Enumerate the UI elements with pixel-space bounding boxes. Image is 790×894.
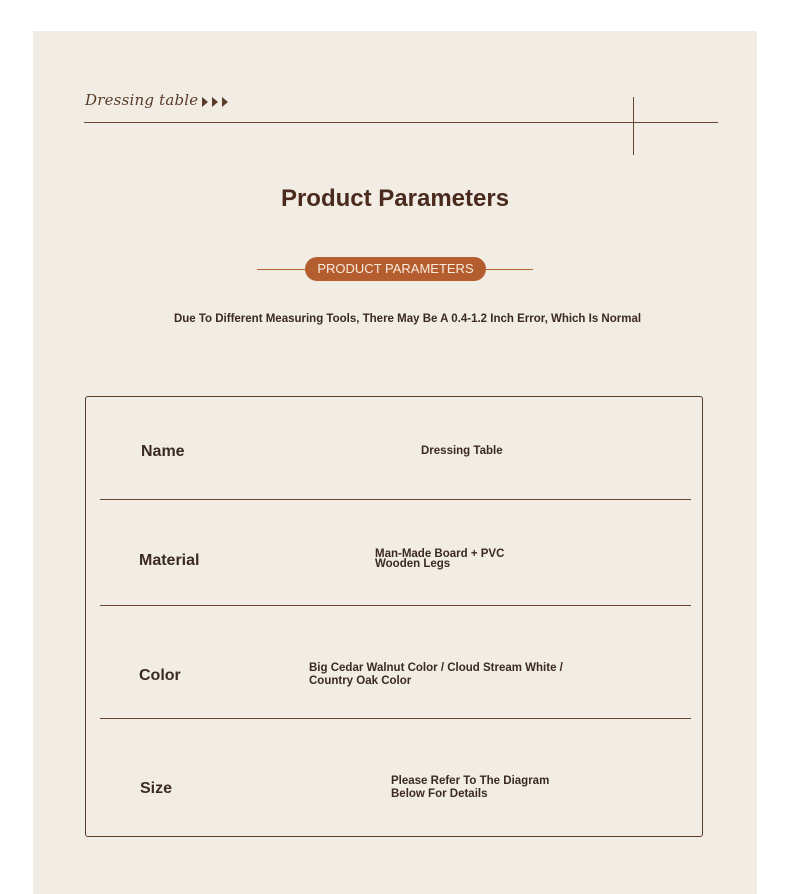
row-divider (100, 605, 691, 606)
row-divider (100, 718, 691, 719)
param-label-size: Size (140, 780, 173, 797)
page-title: Product Parameters (280, 185, 510, 212)
badge-line-right (486, 269, 533, 270)
param-value-color: Big Cedar Walnut Color / Cloud Stream White / Country Oak Color (309, 662, 563, 687)
param-label-material: Material (139, 552, 200, 569)
triple-arrow-icon (202, 97, 232, 109)
param-value-material: Man-Made Board + PVC Wooden Legs (375, 548, 505, 570)
header-divider (84, 122, 718, 123)
measurement-note: Due To Different Measuring Tools, There May Be A 0.4-1.2 Inch Error, Which Is Normal (173, 313, 642, 325)
parameters-table (85, 396, 703, 837)
row-divider (100, 499, 691, 500)
section-badge: PRODUCT PARAMETERS (305, 257, 486, 281)
param-value-size: Please Refer To The Diagram Below For Details (391, 775, 550, 800)
param-label-color: Color (139, 667, 181, 684)
badge-line-left (257, 269, 305, 270)
param-label-name: Name (141, 443, 185, 460)
header-title: Dressing table (85, 91, 199, 109)
param-value-name: Dressing Table (421, 445, 503, 457)
header-vertical-divider (633, 97, 634, 155)
parameters-panel (33, 31, 757, 894)
